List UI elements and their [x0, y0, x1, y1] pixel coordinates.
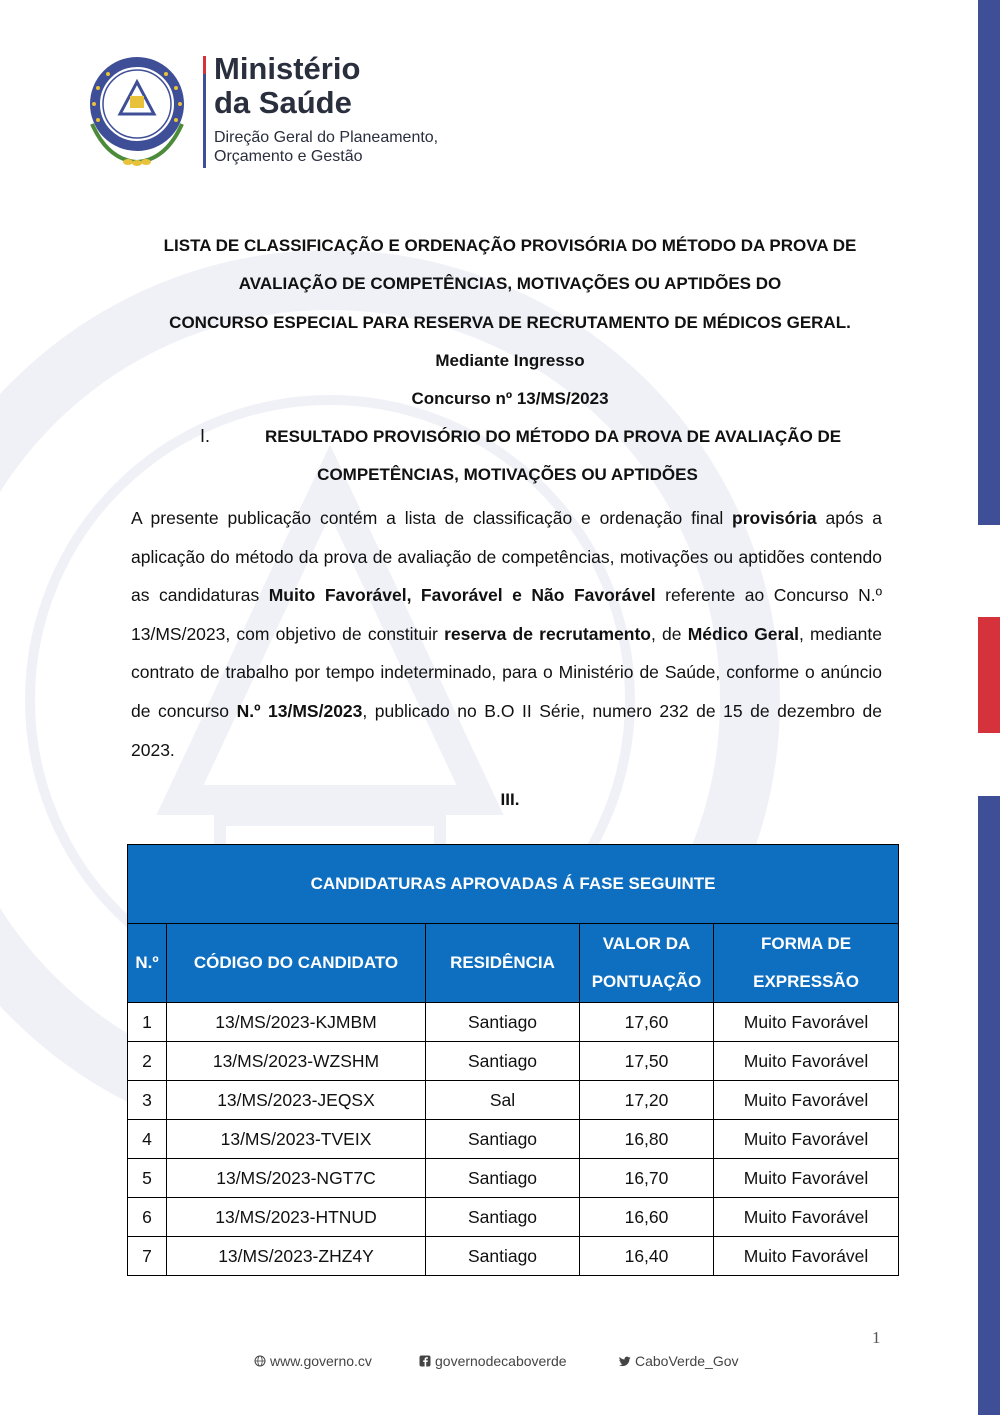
section-title-line1: RESULTADO PROVISÓRIO DO MÉTODO DA PROVA DE AVALIAÇÃO DE	[265, 427, 842, 446]
cell-residence: Sal	[426, 1081, 580, 1120]
col-header-score-l1: VALOR DA	[602, 934, 691, 953]
cell-form: Muito Favorável	[714, 1081, 899, 1120]
para-text: , mediante contrato de trabalho por tempo indeterminado, para o Ministério de Saúde, conforme o anúncio de concurso	[131, 623, 882, 721]
footer-facebook-text: governodecaboverde	[435, 1353, 567, 1369]
table-caption: CANDIDATURAS APROVADAS Á FASE SEGUINTE	[128, 845, 899, 924]
section-number: I.	[200, 426, 211, 446]
cell-score: 17,50	[580, 1042, 714, 1081]
col-header-form-l1: FORMA DE	[761, 934, 852, 953]
para-text: A presente publicação contém a lista de classificação e ordenação final	[131, 508, 733, 528]
col-header-num: N.º	[128, 924, 167, 1003]
cell-residence: Santiago	[426, 1237, 580, 1276]
cell-code: 13/MS/2023-WZSHM	[167, 1042, 426, 1081]
para-text: , publicado no B.O II Série, numero 232 de 15 de dezembro de 2023.	[131, 700, 882, 760]
ministry-name-line1: Ministério	[214, 51, 361, 86]
col-header-score-l2: PONTUAÇÃO	[591, 972, 702, 991]
footer-twitter-text: CaboVerde_Gov	[635, 1353, 739, 1369]
cell-code: 13/MS/2023-TVEIX	[167, 1120, 426, 1159]
para-text: referente ao Concurso N.º 13/MS/2023, com objetivo de constituir	[131, 585, 882, 644]
facebook-icon	[419, 1355, 431, 1367]
document-subtitle: Mediante Ingresso	[435, 351, 585, 370]
cell-num: 3	[128, 1081, 167, 1120]
cell-form: Muito Favorável	[714, 1120, 899, 1159]
para-bold: provisória	[732, 508, 817, 528]
para-bold: reserva de recrutamento	[444, 623, 651, 644]
cell-form: Muito Favorável	[714, 1237, 899, 1276]
cell-code: 13/MS/2023-NGT7C	[167, 1159, 426, 1198]
coat-of-arms-logo	[78, 52, 196, 170]
side-bar-red	[978, 617, 1000, 733]
contest-number: Concurso nº 13/MS/2023	[411, 389, 609, 408]
para-bold: Médico Geral	[687, 623, 799, 644]
cell-num: 5	[128, 1159, 167, 1198]
table-row	[128, 1042, 899, 1081]
intro-paragraph	[131, 499, 882, 769]
footer-facebook[interactable]	[419, 1353, 567, 1369]
cell-form: Muito Favorável	[714, 1159, 899, 1198]
twitter-icon	[619, 1355, 631, 1367]
cell-code: 13/MS/2023-JEQSX	[167, 1081, 426, 1120]
section-title-line2: COMPETÊNCIAS, MOTIVAÇÕES OU APTIDÕES	[317, 465, 698, 484]
table-row	[128, 1198, 899, 1237]
col-header-form	[714, 924, 899, 1003]
subsection-number: III.	[500, 790, 520, 809]
cell-score: 16,80	[580, 1120, 714, 1159]
page-number: 1	[872, 1328, 881, 1347]
table-row	[128, 1120, 899, 1159]
para-text: após a aplicação do método da prova de avaliação de competências, motivações ou aptidões contendo as candidaturas	[131, 508, 883, 606]
footer-website-text: www.governo.cv	[270, 1353, 372, 1369]
cell-num: 2	[128, 1042, 167, 1081]
candidates-table	[127, 844, 899, 1276]
cell-residence: Santiago	[426, 1003, 580, 1042]
table-row	[128, 1159, 899, 1198]
cell-score: 16,60	[580, 1198, 714, 1237]
cell-num: 4	[128, 1120, 167, 1159]
cell-residence: Santiago	[426, 1042, 580, 1081]
para-bold: N.º 13/MS/2023	[236, 700, 363, 721]
table-row	[128, 1237, 899, 1276]
cell-num: 1	[128, 1003, 167, 1042]
cell-score: 17,60	[580, 1003, 714, 1042]
cell-score: 16,70	[580, 1159, 714, 1198]
cell-num: 6	[128, 1198, 167, 1237]
document-title-line1: LISTA DE CLASSIFICAÇÃO E ORDENAÇÃO PROVISÓRIA DO MÉTODO DA PROVA DE	[163, 236, 857, 255]
cell-score: 17,20	[580, 1081, 714, 1120]
side-bar-blue-bottom	[978, 796, 1000, 1415]
para-bold: Muito Favorável, Favorável e Não Favorável	[268, 585, 656, 606]
department-line2: Orçamento e Gestão	[214, 148, 363, 165]
footer-twitter[interactable]	[619, 1353, 739, 1369]
department-line1: Direção Geral do Planeamento,	[214, 129, 439, 146]
col-header-code: CÓDIGO DO CANDIDATO	[167, 924, 426, 1003]
table-row	[128, 1081, 899, 1120]
para-text: , de	[651, 623, 688, 644]
ministry-name-line2: da Saúde	[214, 85, 352, 120]
table-row	[128, 1003, 899, 1042]
document-title-line3: CONCURSO ESPECIAL PARA RESERVA DE RECRUTAMENTO DE MÉDICOS GERAL.	[169, 313, 851, 332]
cell-num: 7	[128, 1237, 167, 1276]
ministry-brand	[214, 52, 438, 166]
col-header-residence: RESIDÊNCIA	[426, 924, 580, 1003]
cell-residence: Santiago	[426, 1120, 580, 1159]
cell-residence: Santiago	[426, 1198, 580, 1237]
cell-form: Muito Favorável	[714, 1003, 899, 1042]
side-bar-blue-top	[978, 0, 1000, 525]
cell-form: Muito Favorável	[714, 1042, 899, 1081]
cell-code: 13/MS/2023-KJMBM	[167, 1003, 426, 1042]
cell-code: 13/MS/2023-HTNUD	[167, 1198, 426, 1237]
col-header-score	[580, 924, 714, 1003]
cell-score: 16,40	[580, 1237, 714, 1276]
col-header-form-l2: EXPRESSÃO	[753, 972, 859, 991]
header-divider	[203, 56, 206, 168]
globe-icon	[254, 1355, 266, 1367]
footer-website[interactable]	[254, 1353, 372, 1369]
cell-residence: Santiago	[426, 1159, 580, 1198]
cell-code: 13/MS/2023-ZHZ4Y	[167, 1237, 426, 1276]
cell-form: Muito Favorável	[714, 1198, 899, 1237]
document-title-line2: AVALIAÇÃO DE COMPETÊNCIAS, MOTIVAÇÕES OU APTIDÕES DO	[238, 274, 782, 293]
